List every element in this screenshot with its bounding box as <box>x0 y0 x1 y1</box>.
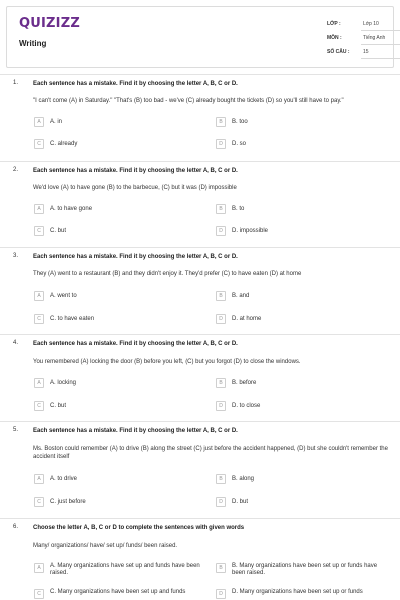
option-text: A. in <box>50 119 63 125</box>
option-letter-box: C <box>34 401 44 411</box>
question-number: 5. <box>13 427 19 433</box>
option-letter-box: A <box>34 291 44 301</box>
divider <box>0 74 400 75</box>
question-instruction: Each sentence has a mistake. Find it by choosing the letter A, B, C or D. <box>33 168 238 174</box>
option-text: D. at home <box>232 316 262 322</box>
option-letter-box: A <box>34 563 44 573</box>
meta-label: LỚP : <box>327 21 341 27</box>
question-number: 6. <box>13 524 19 530</box>
option-letter-box: B <box>216 291 226 301</box>
option-text: D. Many organizations have been set up or funds <box>232 589 363 595</box>
option-letter-box: C <box>34 314 44 324</box>
divider <box>0 247 400 248</box>
question-instruction: Each sentence has a mistake. Find it by choosing the letter A, B, C or D. <box>33 428 238 434</box>
option-letter-box: A <box>34 204 44 214</box>
option-letter-box: B <box>216 117 226 127</box>
option-letter-box: A <box>34 117 44 127</box>
question-text: They (A) went to a restaurant (B) and they didn't enjoy it. They'd prefer (C) to have eaten (D) at home <box>33 271 302 277</box>
question-instruction: Each sentence has a mistake. Find it by choosing the letter A, B, C or D. <box>33 254 238 260</box>
option-text: C. already <box>50 141 78 147</box>
divider <box>0 161 400 162</box>
question-instruction: Each sentence has a mistake. Find it by choosing the letter A, B, C or D. <box>33 81 238 87</box>
option-text: B. to <box>232 206 245 212</box>
option-text: C. Many organizations have been set up and funds <box>50 589 186 595</box>
question-text: You remembered (A) locking the door (B) before you left, (C) but you forgot (D) to close the windows. <box>33 359 301 365</box>
option-text: C. but <box>50 403 67 409</box>
option-text: C. just before <box>50 499 86 505</box>
option-text: D. to close <box>232 403 261 409</box>
option-letter-box: B <box>216 474 226 484</box>
worksheet-title: Writing <box>19 39 47 48</box>
meta-value: Lớp 10 <box>361 19 400 31</box>
question-text: Ms. Boston could remember (A) to drive (B) along the street (C) just before the accident happened, (D) but she couldn't remember the accident itself <box>33 446 388 460</box>
meta-label: SỐ CÂU : <box>327 49 350 55</box>
divider <box>0 518 400 519</box>
option-text: D. but <box>232 499 249 505</box>
option-letter-box: D <box>216 401 226 411</box>
question-number: 4. <box>13 340 19 346</box>
option-letter-box: B <box>216 204 226 214</box>
question-text: "I can't come (A) in Saturday." "That's (B) too bad - we've (C) already bought the tickets (D) so you'll still have to pay." <box>33 98 344 104</box>
question-text: Many/ organizations/ have/ set up/ funds/ been raised. <box>33 543 178 549</box>
option-text: B. before <box>232 380 257 386</box>
option-letter-box: D <box>216 226 226 236</box>
meta-row-question-count <box>327 49 397 63</box>
option-text: A. locking <box>50 380 77 386</box>
option-text: A. to drive <box>50 476 78 482</box>
option-letter-box: D <box>216 497 226 507</box>
option-text: D. impossible <box>232 228 269 234</box>
option-letter-box: A <box>34 378 44 388</box>
option-text: C. to have eaten <box>50 316 95 322</box>
meta-label: MÔN : <box>327 35 342 41</box>
option-letter-box: D <box>216 314 226 324</box>
question-instruction: Each sentence has a mistake. Find it by choosing the letter A, B, C or D. <box>33 341 238 347</box>
question-text: We'd love (A) to have gone (B) to the barbecue, (C) but it was (D) impossible <box>33 185 237 191</box>
question-number: 3. <box>13 253 19 259</box>
option-text: A. to have gone <box>50 206 93 212</box>
option-text: B. Many organizations have been set up or funds have been raised. <box>232 563 378 576</box>
option-text: C. but <box>50 228 67 234</box>
worksheet-meta <box>327 21 397 63</box>
option-letter-box: C <box>34 226 44 236</box>
option-text: B. along <box>232 476 255 482</box>
option-letter-box: B <box>216 563 226 573</box>
option-text: B. and <box>232 293 250 299</box>
meta-value: 15 <box>361 47 400 59</box>
option-letter-box: C <box>34 139 44 149</box>
option-text: B. too <box>232 119 248 125</box>
option-letter-box: D <box>216 139 226 149</box>
worksheet-header <box>6 6 394 68</box>
option-letter-box: B <box>216 378 226 388</box>
option-letter-box: A <box>34 474 44 484</box>
divider <box>0 334 400 335</box>
quizizz-logo: QUIZIZZ <box>19 16 80 31</box>
meta-value: Tiếng Anh <box>361 33 400 45</box>
option-text: A. went to <box>50 293 77 299</box>
question-number: 1. <box>13 80 19 86</box>
option-letter-box: C <box>34 589 44 599</box>
question-instruction: Choose the letter A, B, C or D to complete the sentences with given words <box>33 525 245 531</box>
divider <box>0 421 400 422</box>
option-letter-box: C <box>34 497 44 507</box>
option-text: D. so <box>232 141 247 147</box>
option-letter-box: D <box>216 589 226 599</box>
question-number: 2. <box>13 167 19 173</box>
option-text: A. Many organizations have set up and funds have been raised. <box>50 563 200 576</box>
